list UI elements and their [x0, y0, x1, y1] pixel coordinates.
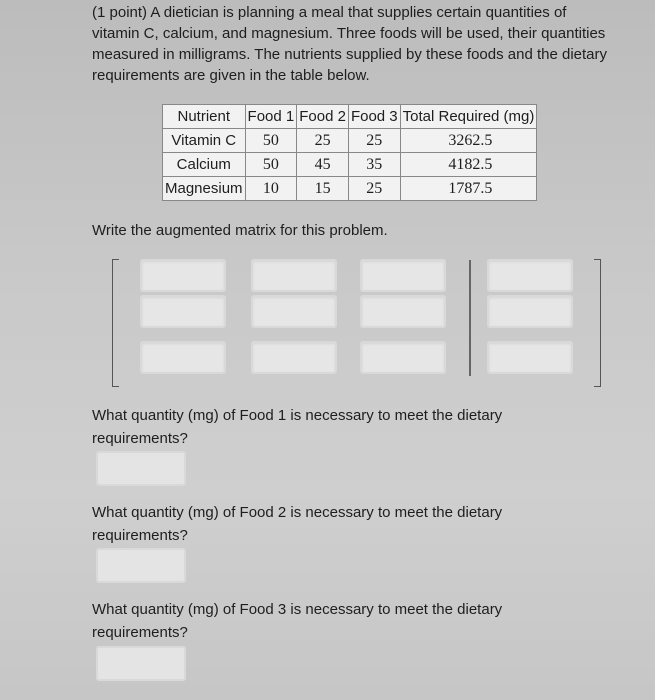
row-total: 1787.5	[400, 177, 537, 201]
matrix-cell-r3c4[interactable]	[487, 341, 573, 374]
matrix-cell-r2c1[interactable]	[140, 295, 226, 328]
question-food-3: What quantity (mg) of Food 3 is necessary to meet the dietary requirements?	[92, 601, 503, 641]
row-nutrient: Vitamin C	[163, 129, 246, 153]
row-food-3: 35	[348, 153, 400, 177]
row-nutrient: Magnesium	[163, 177, 246, 201]
row-food-1: 10	[245, 177, 297, 201]
matrix-cell-r1c2[interactable]	[251, 259, 337, 292]
row-total: 3262.5	[400, 129, 537, 153]
question-food-1: What quantity (mg) of Food 1 is necessary to meet the dietary requirements?	[92, 407, 503, 447]
matrix-cell-r2c2[interactable]	[251, 295, 337, 328]
row-food-2: 45	[297, 153, 349, 177]
table-row	[163, 129, 537, 153]
left-bracket	[112, 259, 119, 387]
table-row	[163, 153, 537, 177]
header-total: Total Required (mg)	[400, 105, 537, 129]
problem-statement: (1 point) A dietician is planning a meal that supplies certain quantities of vitamin C, calcium, and magnesium. Three foods will be used, their quantities measured in milligrams. The nutrients supplied by these foods and the dietary requirements are given in the table below.	[92, 4, 608, 84]
matrix-cell-r2c3[interactable]	[360, 295, 446, 328]
matrix-cell-r1c4[interactable]	[487, 259, 573, 292]
matrix-cell-r3c1[interactable]	[140, 341, 226, 374]
answer-food-1-input[interactable]	[96, 451, 186, 486]
answer-food-3-input[interactable]	[96, 646, 186, 681]
table-header-row	[163, 105, 537, 129]
augment-divider	[469, 260, 471, 376]
row-food-1: 50	[245, 153, 297, 177]
row-food-1: 50	[245, 129, 297, 153]
row-food-3: 25	[348, 177, 400, 201]
matrix-cell-r3c3[interactable]	[360, 341, 446, 374]
row-food-3: 25	[348, 129, 400, 153]
matrix-cell-r1c1[interactable]	[140, 259, 226, 292]
header-food-3: Food 3	[348, 105, 400, 129]
nutrient-table	[162, 104, 537, 201]
row-food-2: 25	[297, 129, 349, 153]
header-nutrient: Nutrient	[163, 105, 246, 129]
answer-food-2-input[interactable]	[96, 548, 186, 583]
header-food-1: Food 1	[245, 105, 297, 129]
question-food-2: What quantity (mg) of Food 2 is necessary to meet the dietary requirements?	[92, 504, 503, 544]
matrix-instruction: Write the augmented matrix for this problem.	[92, 222, 388, 239]
row-food-2: 15	[297, 177, 349, 201]
matrix-cell-r1c3[interactable]	[360, 259, 446, 292]
row-nutrient: Calcium	[163, 153, 246, 177]
table-row	[163, 177, 537, 201]
matrix-cell-r3c2[interactable]	[251, 341, 337, 374]
row-total: 4182.5	[400, 153, 537, 177]
right-bracket	[594, 259, 601, 387]
matrix-cell-r2c4[interactable]	[487, 295, 573, 328]
header-food-2: Food 2	[297, 105, 349, 129]
